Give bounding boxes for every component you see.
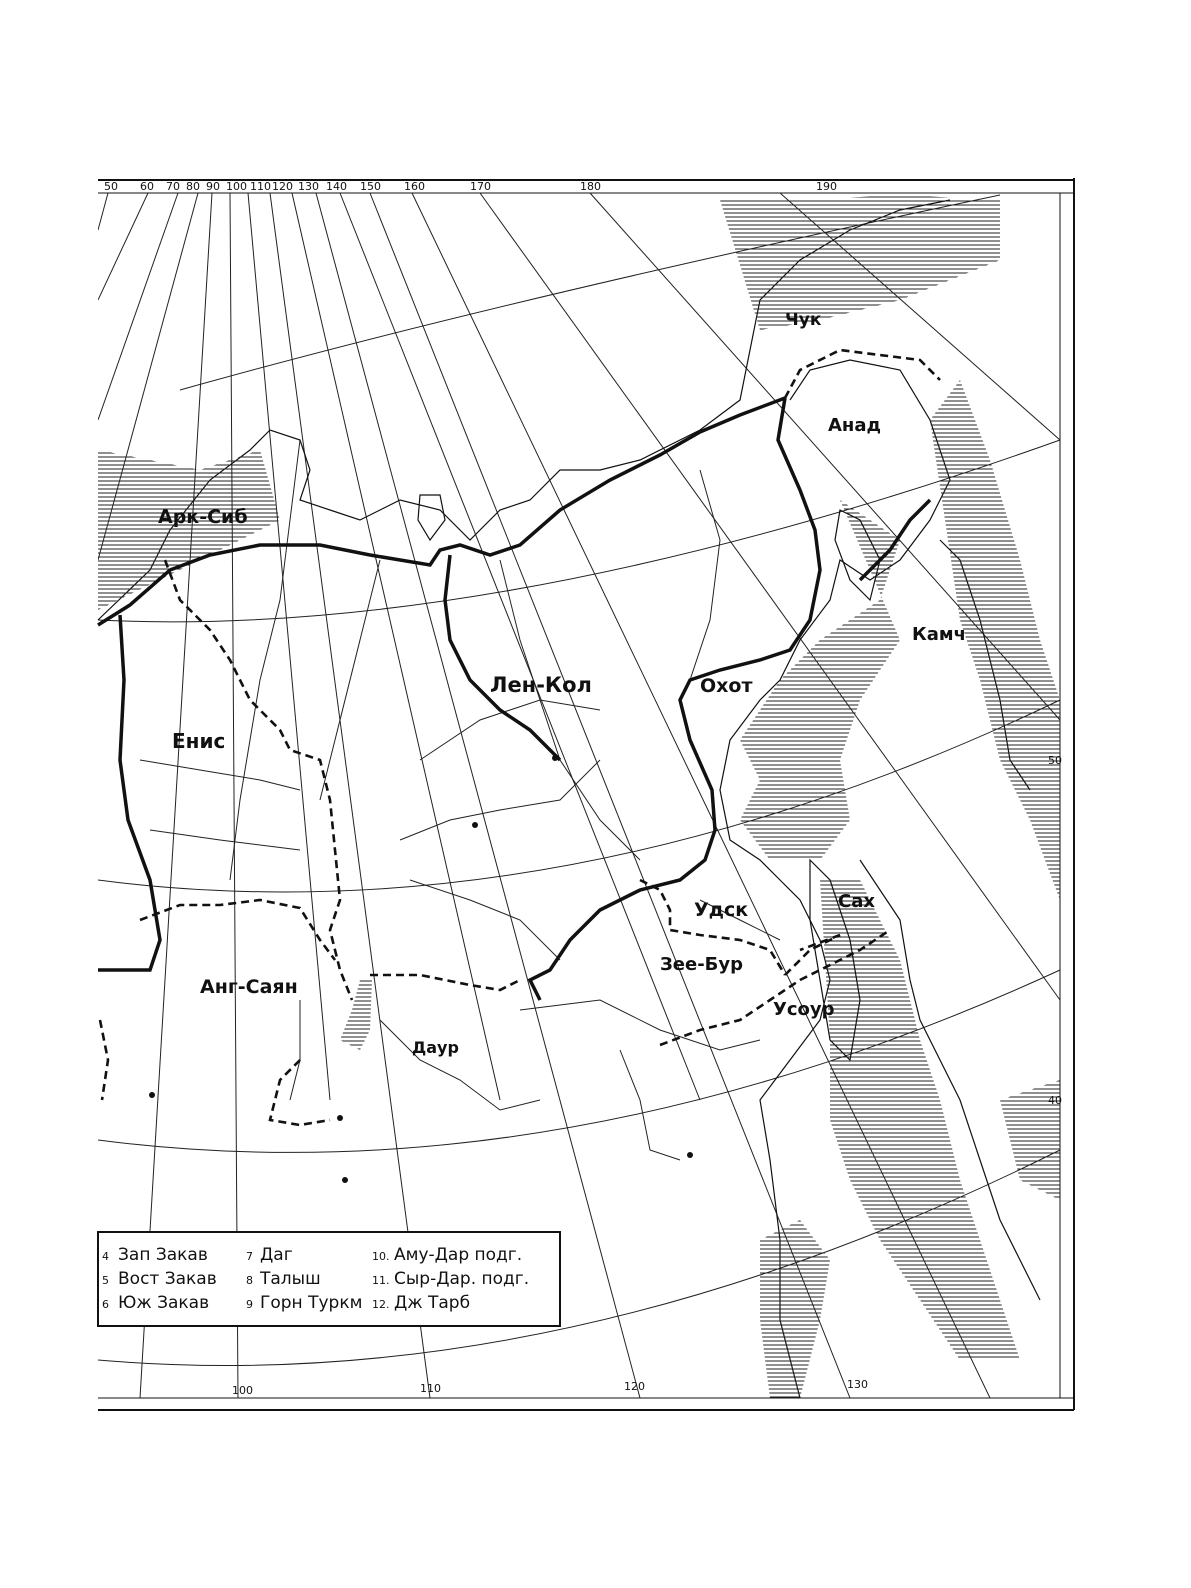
- tick-bottom: 100: [232, 1384, 253, 1397]
- tick-top: 100: [226, 180, 247, 193]
- legend-item-number: 4: [102, 1250, 109, 1263]
- legend-item: [246, 1293, 362, 1313]
- tick-top: 90: [206, 180, 220, 193]
- tick-right: 50: [1048, 754, 1062, 767]
- tick-top: 140: [326, 180, 347, 193]
- region-label-daur: Даур: [412, 1038, 459, 1057]
- tick-top: 150: [360, 180, 381, 193]
- tick-top: 50: [104, 180, 118, 193]
- legend-item-number: 7: [246, 1250, 253, 1263]
- tick-top: 80: [186, 180, 200, 193]
- region-label-len-kol: Лен-Кол: [490, 673, 592, 697]
- legend-item-label: Юж Закав: [118, 1293, 210, 1313]
- legend-item-label: Талыш: [260, 1269, 321, 1289]
- tick-top: 120: [272, 180, 293, 193]
- tick-bottom: 110: [420, 1382, 441, 1395]
- tick-top: 130: [298, 180, 319, 193]
- region-label-sakh: Сах: [838, 891, 875, 912]
- tick-bottom: 120: [624, 1380, 645, 1393]
- tick-top: 160: [404, 180, 425, 193]
- tick-top: 70: [166, 180, 180, 193]
- town-dots: [149, 755, 693, 1183]
- legend-item-label: Сыр-Дар. подг.: [394, 1269, 530, 1289]
- region-label-enis: Енис: [172, 729, 226, 753]
- region-label-usour: Усоур: [773, 999, 835, 1020]
- legend-item: [372, 1245, 522, 1265]
- legend-item: [102, 1293, 209, 1313]
- tick-top: 170: [470, 180, 491, 193]
- tick-top: 60: [140, 180, 154, 193]
- legend-item-label: Вост Закав: [118, 1269, 217, 1289]
- legend: [98, 1232, 560, 1326]
- tick-bottom: 130: [847, 1378, 868, 1391]
- legend-item-number: 10.: [372, 1250, 390, 1263]
- legend-item-label: Даг: [260, 1245, 293, 1265]
- tick-top: 190: [816, 180, 837, 193]
- region-label-kamch: Камч: [912, 624, 966, 645]
- region-label-udsk: Удск: [694, 899, 749, 921]
- region-label-zee-bur: Зее-Бур: [660, 954, 744, 975]
- legend-item-number: 5: [102, 1274, 109, 1287]
- region-label-chuk: Чук: [785, 310, 822, 330]
- region-label-ang-sayan: Анг-Саян: [200, 976, 298, 998]
- legend-item: [372, 1269, 529, 1289]
- legend-item-label: Зап Закав: [118, 1245, 208, 1265]
- legend-item: [102, 1269, 217, 1289]
- legend-item-number: 9: [246, 1298, 253, 1311]
- legend-item-number: 11.: [372, 1274, 390, 1287]
- legend-item-label: Дж Тарб: [394, 1293, 471, 1313]
- legend-item-number: 8: [246, 1274, 253, 1287]
- legend-item-label: Аму-Дар подг.: [394, 1245, 523, 1265]
- legend-item-number: 12.: [372, 1298, 390, 1311]
- tick-right: 40: [1048, 1094, 1062, 1107]
- tick-top: 110: [250, 180, 271, 193]
- region-label-anad: Анад: [828, 415, 882, 436]
- tick-top: 180: [580, 180, 601, 193]
- legend-item-number: 6: [102, 1298, 109, 1311]
- top-tick-labels: [104, 180, 837, 193]
- legend-item-label: Горн Туркм: [260, 1293, 363, 1313]
- region-label-ark-sib: Арк-Сиб: [158, 506, 248, 528]
- region-label-okhot: Охот: [700, 675, 753, 697]
- legend-item: [102, 1245, 208, 1265]
